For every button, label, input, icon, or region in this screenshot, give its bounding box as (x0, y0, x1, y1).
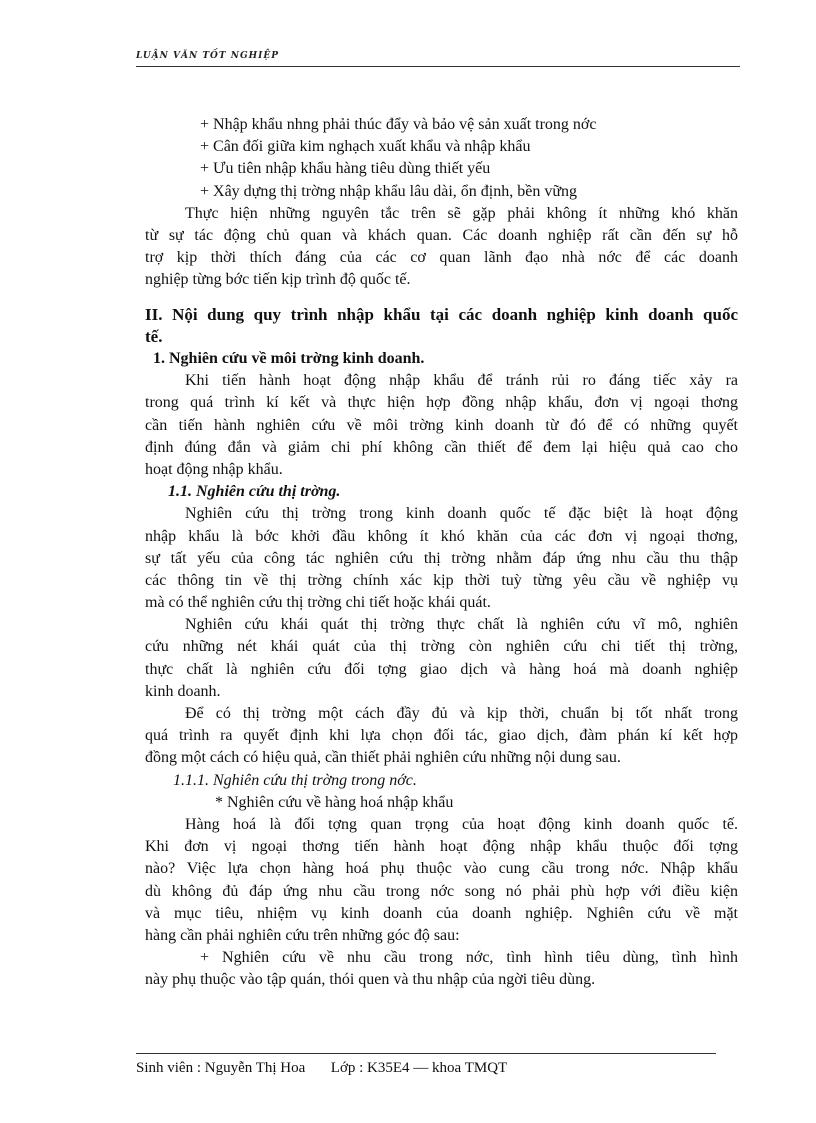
paragraph-line: dù không đủ đáp ứng nhu cầu trong nớc song nó phải phù hợp với điều kiện (145, 882, 738, 900)
paragraph-line: Nghiên cứu khái quát thị trờng thực chất là nghiên cứu vĩ mô, nghiên (185, 616, 738, 634)
bullet-line: + Nhập khẩu nhng phải thúc đẩy và bảo vệ sản xuất trong nớc (200, 116, 597, 133)
paragraph-line: mà có thể nghiên cứu thị trờng chi tiết hoặc khái quát. (145, 594, 491, 612)
paragraph-line: trong quá trình kí kết và thực hiện hợp đồng nhập khẩu, đơn vị ngoại thơng (145, 394, 738, 412)
paragraph-line: hàng cần phải nghiên cứu trên những góc độ sau: (145, 926, 460, 944)
bullet-line: + Xây dựng thị trờng nhập khẩu lâu dài, ổn định, bền vững (200, 182, 577, 200)
paragraph-line: nào? Việc lựa chọn hàng hoá phụ thuộc vào cung cầu trong nớc. Nhập khẩu (145, 860, 738, 878)
paragraph-line: Hàng hoá là đối tợng quan trọng của hoạt động kinh doanh quốc tế. (185, 816, 738, 834)
bullet-line: + Ưu tiên nhập khẩu hàng tiêu dùng thiết yếu (200, 160, 491, 178)
subsection-heading: 1. Nghiên cứu về môi trờng kinh doanh. (153, 349, 425, 367)
footer-class: Lớp : K35E4 — khoa TMQT (330, 1060, 508, 1076)
minor-heading: 1.1.1. Nghiên cứu thị trờng trong nớc. (173, 771, 417, 789)
subsubsection-heading: 1.1. Nghiên cứu thị trờng. (168, 483, 341, 501)
paragraph-line: Nghiên cứu thị trờng trong kinh doanh quốc tế đặc biệt là hoạt động (185, 505, 738, 523)
paragraph-line: Thực hiện những nguyên tắc trên sẽ gặp phải không ít những khó khăn (185, 204, 738, 222)
paragraph-line: Để có thị trờng một cách đầy đủ và kịp thời, chuẩn bị tốt nhất trong (185, 705, 738, 723)
footer-student: Sinh viên : Nguyễn Thị Hoa (136, 1060, 306, 1076)
paragraph-line: Khi tiến hành hoạt động nhập khẩu để tránh rủi ro đáng tiếc xảy ra (185, 372, 738, 390)
paragraph-line: từ sự tác động chủ quan và khách quan. Các doanh nghiệp rất cần đến sự hỗ (145, 227, 738, 244)
paragraph-line: và mục tiêu, nhiệm vụ kinh doanh của doanh nghiệp. Nghiên cứu về mặt (145, 904, 738, 922)
paragraph-line: cần tiến hành nghiên cứu về môi trờng kinh doanh từ đó để có những quyết (145, 416, 738, 434)
paragraph-line: nhập khẩu là bớc khởi đầu không ít khó khăn của các đơn vị ngoại thơng, (145, 527, 738, 545)
page-footer (136, 1053, 716, 1077)
paragraph-line: nghiệp từng bớc tiến kịp trình độ quốc tế. (145, 271, 411, 289)
spacer (145, 292, 738, 304)
paragraph-line: kinh doanh. (145, 682, 221, 700)
paragraph-line: sự tất yếu của công tác nghiên cứu thị trờng nhằm đáp ứng nhu cầu thu thập (145, 549, 738, 567)
document-body (145, 114, 738, 992)
footer-text (136, 1060, 716, 1077)
paragraph-line: + Nghiên cứu về nhu cầu trong nớc, tình hình tiêu dùng, tình hình (200, 949, 738, 967)
paragraph-line: trợ kịp thời thích đáng của các cơ quan lãnh đạo nhà nớc để các doanh (145, 249, 738, 267)
paragraph-line: đồng một cách có hiệu quả, cần thiết phải nghiên cứu những nội dung sau. (145, 749, 621, 767)
bullet-line: + Cân đối giữa kim nghạch xuất khẩu và nhập khẩu (200, 138, 531, 156)
header-title: LUẬN VĂN TỐT NGHIỆP (136, 51, 279, 61)
paragraph-line: này phụ thuộc vào tập quán, thói quen và thu nhập của ngời tiêu dùng. (145, 971, 596, 989)
section-heading: tế. (145, 326, 163, 346)
paragraph-line: hoạt động nhập khẩu. (145, 460, 283, 478)
page-header (136, 50, 740, 67)
paragraph-line: quá trình ra quyết định khi lựa chọn đối tác, giao dịch, đàm phán kí kết hợp (145, 727, 738, 745)
paragraph-line: các thông tin về thị trờng chính xác kịp thời tuỳ từng yêu cầu về nghiệp vụ (145, 571, 738, 589)
paragraph-line: định đúng đắn và giảm chi phí không cần thiết để đem lại hiệu quả cao cho (145, 438, 738, 456)
paragraph-line: cứu những nét khái quát của thị trờng còn nghiên cứu chi tiết thị trờng, (145, 638, 738, 656)
paragraph-line: thực chất là nghiên cứu đối tợng giao dịch và hàng hoá mà doanh nghiệp (145, 660, 738, 678)
section-heading: II. Nội dung quy trình nhập khẩu tại các doanh nghiệp kinh doanh quốc (145, 304, 738, 324)
paragraph-line: Khi đơn vị ngoại thơng tiến hành hoạt động nhập khẩu thuộc đối tợng (145, 838, 738, 856)
topic-line: * Nghiên cứu về hàng hoá nhập khẩu (215, 793, 454, 811)
